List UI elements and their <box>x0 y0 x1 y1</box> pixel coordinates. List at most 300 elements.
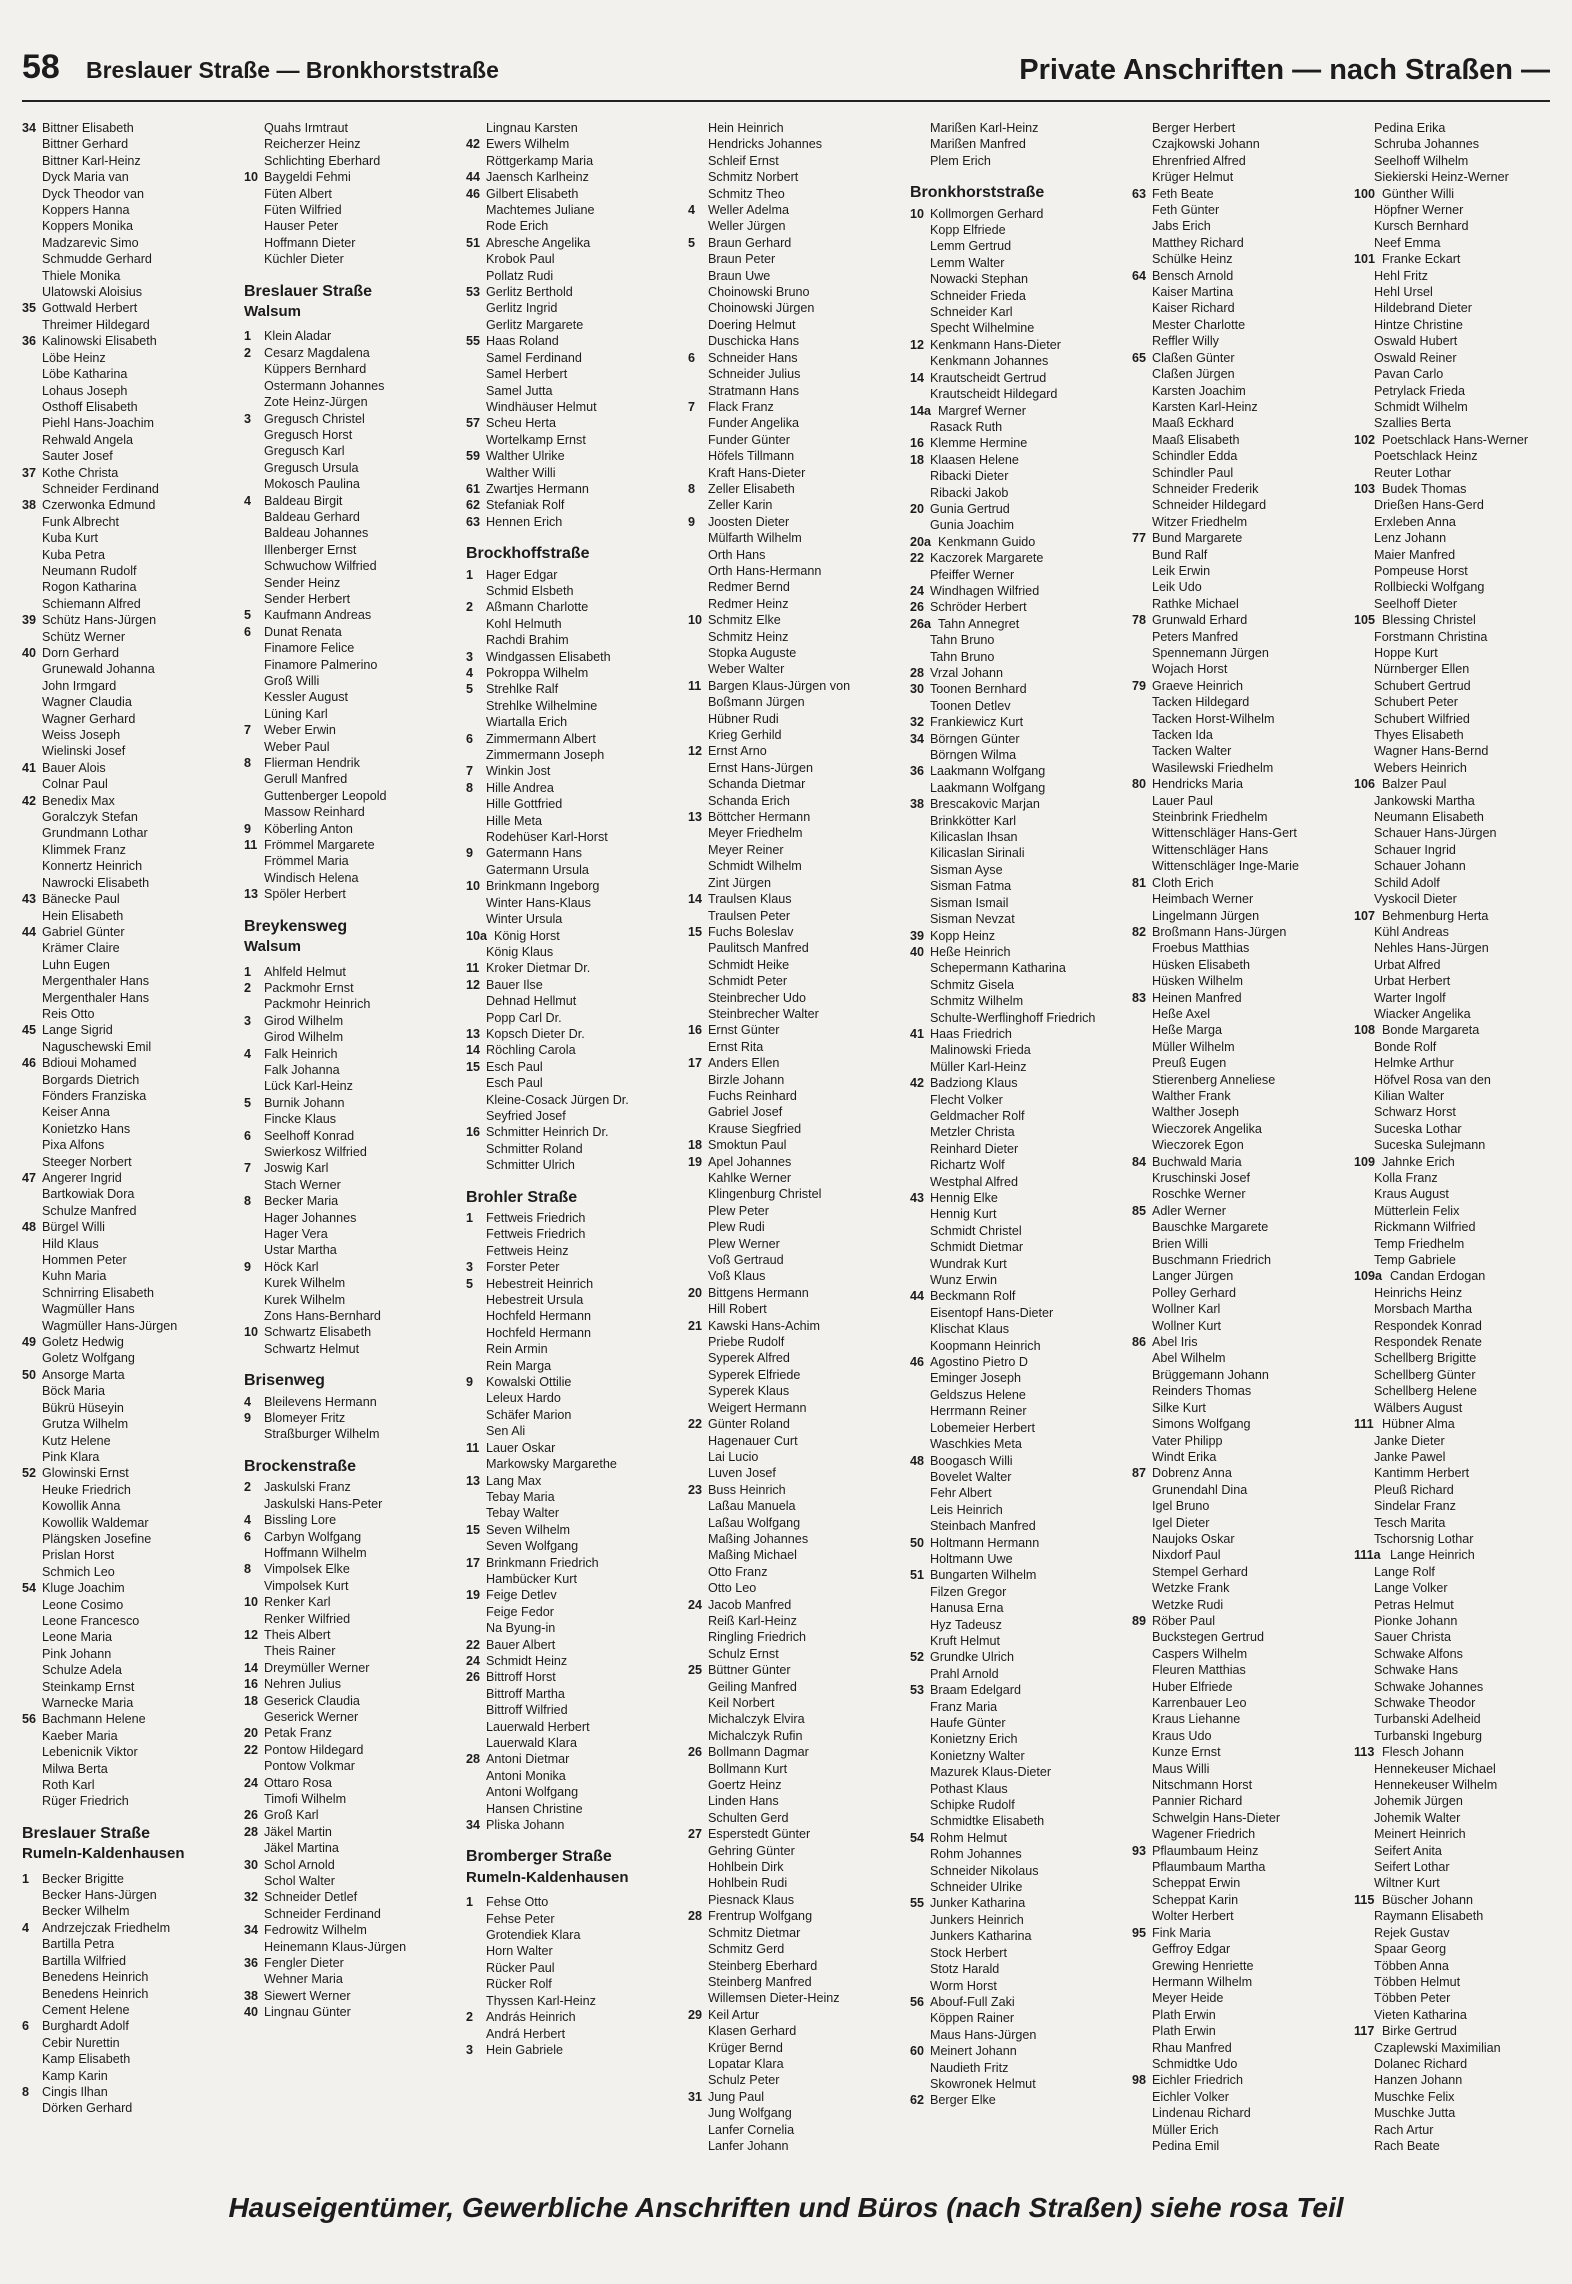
resident-name: Hyz Tadeusz <box>930 1617 1002 1632</box>
column-3 <box>466 120 676 2058</box>
resident-entry <box>910 1469 1120 1485</box>
resident-name: Baldeau Gerhard <box>264 509 360 524</box>
resident-entry <box>1354 218 1554 234</box>
resident-entry <box>1354 366 1554 382</box>
resident-entry <box>244 1111 454 1127</box>
resident-name: Klemme Hermine <box>930 436 1028 451</box>
resident-name: Spaar Georg <box>1374 1942 1447 1957</box>
resident-name: Pflaumbaum Martha <box>1152 1860 1266 1875</box>
resident-entry <box>910 731 1120 747</box>
resident-entry <box>22 1597 232 1613</box>
resident-name: Weber Walter <box>708 662 785 677</box>
resident-name: Ustar Martha <box>264 1243 337 1258</box>
house-number: 34 <box>466 1818 481 1833</box>
resident-name: Claßen Jürgen <box>1152 367 1235 382</box>
resident-name: Kraft Hans-Dieter <box>708 465 806 480</box>
resident-name: Simons Wolfgang <box>1152 1417 1251 1432</box>
resident-entry <box>244 186 454 202</box>
resident-entry <box>1354 1974 1554 1990</box>
resident-name: Kruft Helmut <box>930 1633 1000 1648</box>
resident-name: Ernst Arno <box>708 744 767 759</box>
resident-name: Feth Beate <box>1152 186 1214 201</box>
resident-entry <box>1354 809 1554 825</box>
resident-entry <box>688 596 898 612</box>
resident-entry <box>910 1387 1120 1403</box>
resident-name: Antoni Wolfgang <box>486 1785 579 1800</box>
resident-name: Schröder Herbert <box>930 600 1027 615</box>
resident-name: Janke Pawel <box>1374 1449 1446 1464</box>
resident-name: Turbanski Adelheid <box>1374 1712 1481 1727</box>
resident-entry <box>910 1256 1120 1272</box>
resident-name: Lauerwald Herbert <box>486 1719 590 1734</box>
resident-entry <box>244 1594 454 1610</box>
resident-entry <box>1132 136 1342 152</box>
resident-name: Bittroff Martha <box>486 1686 565 1701</box>
resident-entry <box>244 1742 454 1758</box>
resident-entry <box>22 120 232 136</box>
resident-name: Rodehüser Karl-Horst <box>486 830 608 845</box>
resident-name: Pedina Erika <box>1374 121 1446 135</box>
resident-name: Schellberg Brigitte <box>1374 1351 1477 1366</box>
resident-name: Köberling Anton <box>264 821 353 836</box>
resident-name: Feige Detlev <box>486 1588 557 1603</box>
resident-name: Klein Aladar <box>264 329 332 344</box>
resident-name: Schneider Hans <box>708 350 798 365</box>
resident-name: Brinkmann Ingeborg <box>486 879 600 894</box>
resident-entry <box>910 665 1120 681</box>
resident-name: Laakmann Wolfgang <box>930 780 1046 795</box>
resident-name: Markowsky Margarethe <box>486 1457 617 1472</box>
resident-name: Pink Klara <box>42 1449 100 1464</box>
resident-name: Grundke Ulrich <box>930 1650 1014 1665</box>
resident-entry <box>1132 1301 1342 1317</box>
resident-name: Siewert Werner <box>264 1988 351 2003</box>
resident-name: Hein Gabriele <box>486 2042 564 2057</box>
resident-entry <box>910 1879 1120 1895</box>
resident-entry <box>1132 661 1342 677</box>
resident-name: Krämer Claire <box>42 941 120 956</box>
house-number: 14 <box>910 370 925 385</box>
resident-entry <box>466 1374 676 1390</box>
resident-entry <box>688 1777 898 1793</box>
resident-entry <box>1354 1695 1554 1711</box>
resident-entry <box>22 940 232 956</box>
resident-name: Fönders Franziska <box>42 1088 147 1103</box>
resident-entry <box>22 1055 232 1071</box>
resident-entry <box>244 1889 454 1905</box>
resident-name: Lauer Paul <box>1152 793 1213 808</box>
resident-entry <box>688 1137 898 1153</box>
resident-entry <box>910 255 1120 271</box>
resident-name: Kuba Kurt <box>42 531 99 546</box>
resident-entry <box>688 1236 898 1252</box>
resident-entry <box>22 1613 232 1629</box>
resident-entry <box>1132 1859 1342 1875</box>
house-number: 28 <box>244 1824 259 1839</box>
resident-name: Wittenschläger Hans-Gert <box>1152 826 1297 841</box>
resident-entry <box>1132 350 1342 366</box>
district-heading: Walsum <box>244 303 301 321</box>
resident-name: Gabriel Josef <box>708 1105 783 1120</box>
house-number: 31 <box>688 2089 703 2104</box>
resident-entry <box>1132 1449 1342 1465</box>
resident-name: Schulz Ernst <box>708 1646 779 1661</box>
resident-name: Schmitz Heinz <box>708 629 789 644</box>
house-number: 6 <box>22 2019 30 2034</box>
resident-entry <box>1354 415 1554 431</box>
resident-entry <box>1354 1711 1554 1727</box>
resident-entry <box>22 1072 232 1088</box>
resident-name: Gerlitz Berthold <box>486 285 573 300</box>
resident-name: Kaiser Richard <box>1152 301 1235 316</box>
resident-entry <box>688 1580 898 1596</box>
resident-name: Höck Karl <box>264 1259 319 1274</box>
resident-entry <box>244 607 454 623</box>
resident-name: Schütz Hans-Jürgen <box>42 613 157 628</box>
resident-name: Filzen Gregor <box>930 1584 1007 1599</box>
resident-name: Temp Friedhelm <box>1374 1236 1465 1251</box>
resident-entry <box>1354 1072 1554 1088</box>
resident-name: Vieten Katharina <box>1374 2007 1467 2022</box>
house-number: 20a <box>910 534 932 549</box>
house-number: 36 <box>22 334 37 349</box>
resident-name: Stempel Gerhard <box>1152 1564 1248 1579</box>
street-heading: Brohler Straße <box>466 1188 578 1206</box>
resident-name: Steinberg Eberhard <box>708 1958 818 1973</box>
resident-name: Dunat Renata <box>264 624 342 639</box>
resident-entry <box>688 448 898 464</box>
resident-name: Bittroff Horst <box>486 1670 556 1685</box>
resident-name: Karsten Karl-Heinz <box>1152 399 1258 414</box>
resident-entry <box>1354 432 1554 448</box>
house-number: 1 <box>466 1895 474 1910</box>
resident-name: Wundrak Kurt <box>930 1256 1007 1271</box>
resident-name: Bauer Ilse <box>486 977 543 992</box>
resident-name: Schülke Heinz <box>1152 252 1233 267</box>
resident-name: Marißen Karl-Heinz <box>930 121 1039 135</box>
resident-name: Turbanski Ingeburg <box>1374 1728 1483 1743</box>
resident-name: Schauer Hans-Jürgen <box>1374 826 1497 841</box>
resident-entry <box>688 481 898 497</box>
resident-entry <box>1132 793 1342 809</box>
resident-name: Hille Meta <box>486 813 542 828</box>
resident-name: Syperek Klaus <box>708 1384 790 1399</box>
column-2 <box>244 120 454 2021</box>
resident-name: Hein Heinrich <box>708 121 784 135</box>
resident-name: Samel Jutta <box>486 383 553 398</box>
house-number: 9 <box>244 1259 252 1274</box>
resident-entry <box>1132 1826 1342 1842</box>
resident-name: Behmenburg Herta <box>1382 908 1489 923</box>
resident-entry <box>910 1567 1120 1583</box>
resident-entry <box>1132 579 1342 595</box>
resident-name: Straßburger Wilhelm <box>264 1427 380 1442</box>
resident-entry <box>1132 1728 1342 1744</box>
resident-entry <box>1354 579 1554 595</box>
resident-entry <box>688 1547 898 1563</box>
house-number: 10a <box>466 928 488 943</box>
resident-entry <box>910 238 1120 254</box>
resident-entry <box>1354 1679 1554 1695</box>
resident-name: Jaskulski Hans-Peter <box>264 1496 383 1511</box>
resident-entry <box>688 1908 898 1924</box>
resident-entry <box>22 514 232 530</box>
resident-name: Renker Wilfried <box>264 1611 351 1626</box>
resident-name: Lingnau Karsten <box>486 121 578 135</box>
resident-name: Mülfarth Wilhelm <box>708 531 802 546</box>
resident-name: Bittner Karl-Heinz <box>42 153 141 168</box>
resident-name: Scheppat Erwin <box>1152 1876 1241 1891</box>
resident-entry <box>1354 169 1554 185</box>
resident-name: Steeger Norbert <box>42 1154 132 1169</box>
resident-name: Schulz Peter <box>708 2073 780 2088</box>
resident-name: Kaufmann Andreas <box>264 608 372 623</box>
resident-name: Sisman Fatma <box>930 879 1012 894</box>
resident-entry <box>688 1843 898 1859</box>
resident-entry <box>22 415 232 431</box>
resident-entry <box>688 2007 898 2023</box>
resident-entry <box>244 427 454 443</box>
house-number: 19 <box>466 1588 481 1603</box>
resident-name: Andrzejczak Friedhelm <box>42 1920 171 1935</box>
resident-entry <box>1132 678 1342 694</box>
resident-name: Heße Axel <box>1152 1006 1211 1021</box>
resident-entry <box>910 714 1120 730</box>
house-number: 4 <box>688 203 696 218</box>
house-number: 86 <box>1132 1335 1147 1350</box>
resident-name: Forster Peter <box>486 1260 560 1275</box>
resident-entry <box>688 1613 898 1629</box>
resident-entry <box>910 1223 1120 1239</box>
house-number: 51 <box>910 1568 925 1583</box>
resident-name: Schmitz Theo <box>708 186 785 201</box>
resident-entry <box>1132 1843 1342 1859</box>
resident-name: Igel Dieter <box>1152 1515 1210 1530</box>
resident-name: Steinbrecher Udo <box>708 990 807 1005</box>
house-number: 46 <box>466 186 481 201</box>
resident-entry <box>910 780 1120 796</box>
resident-name: Schulze Manfred <box>42 1203 137 1218</box>
resident-name: Brescakovic Marjan <box>930 797 1040 812</box>
street-heading: Brisenweg <box>244 1372 325 1390</box>
resident-entry <box>22 1793 232 1809</box>
resident-entry <box>910 1010 1120 1026</box>
resident-name: Schubert Gertrud <box>1374 678 1471 693</box>
resident-name: Gunia Gertrud <box>930 501 1010 516</box>
resident-name: Nehren Julius <box>264 1677 342 1692</box>
resident-name: Respondek Konrad <box>1374 1318 1482 1333</box>
resident-entry <box>1354 497 1554 513</box>
resident-entry <box>1132 1908 1342 1924</box>
resident-name: Löbe Katharina <box>42 367 128 382</box>
resident-name: Schneider Karl <box>930 305 1013 320</box>
resident-entry <box>688 1285 898 1301</box>
resident-name: Günter Roland <box>708 1417 790 1432</box>
resident-name: Duschicka Hans <box>708 334 799 349</box>
resident-entry <box>244 1775 454 1791</box>
resident-entry <box>22 1416 232 1432</box>
resident-entry <box>244 411 454 427</box>
resident-name: Gehring Günter <box>708 1843 795 1858</box>
house-number: 32 <box>244 1890 259 1905</box>
resident-entry <box>688 1941 898 1957</box>
resident-entry <box>1132 875 1342 891</box>
resident-name: Hehl Fritz <box>1374 268 1428 283</box>
resident-name: Geserick Werner <box>264 1709 359 1724</box>
resident-entry <box>1132 547 1342 563</box>
resident-entry <box>1354 1039 1554 1055</box>
resident-name: Falk Johanna <box>264 1062 340 1077</box>
resident-name: Spennemann Jürgen <box>1152 646 1269 660</box>
resident-name: Bleilevens Hermann <box>264 1394 377 1409</box>
street-heading: Brockenstraße <box>244 1457 357 1475</box>
resident-name: Nowacki Stephan <box>930 272 1029 287</box>
resident-name: Braun Uwe <box>708 268 771 283</box>
resident-entry <box>688 629 898 645</box>
house-number: 10 <box>688 613 703 628</box>
resident-name: Bonde Rolf <box>1374 1039 1437 1054</box>
resident-name: Antoni Monika <box>486 1768 566 1783</box>
resident-name: Swierkosz Wilfried <box>264 1144 367 1159</box>
resident-name: Schneider Ferdinand <box>264 1906 381 1921</box>
house-number: 30 <box>910 682 925 697</box>
resident-entry <box>688 1252 898 1268</box>
resident-entry <box>1354 136 1554 152</box>
district-heading: Rumeln-Kaldenhausen <box>22 1845 185 1863</box>
resident-name: Wagner Gerhard <box>42 711 136 726</box>
resident-name: Tahn Bruno <box>930 633 995 648</box>
resident-name: Pontow Hildegard <box>264 1742 364 1757</box>
resident-entry <box>22 1006 232 1022</box>
resident-entry <box>1354 1908 1554 1924</box>
resident-entry <box>910 862 1120 878</box>
resident-name: Rüger Friedrich <box>42 1794 129 1809</box>
resident-name: Lai Lucio <box>708 1449 759 1464</box>
resident-name: Kopp Elfriede <box>930 223 1006 238</box>
resident-entry <box>910 550 1120 566</box>
resident-name: Piesnack Klaus <box>708 1892 795 1907</box>
resident-name: Schwake Johannes <box>1374 1679 1484 1694</box>
resident-entry <box>22 596 232 612</box>
resident-entry <box>688 120 898 136</box>
resident-name: Rejek Gustav <box>1374 1925 1450 1940</box>
resident-entry <box>22 153 232 169</box>
resident-name: Boßmann Jürgen <box>708 695 805 710</box>
resident-entry <box>244 1394 454 1410</box>
resident-entry <box>910 928 1120 944</box>
resident-name: Gerlitz Ingrid <box>486 301 558 316</box>
resident-name: Hoffmann Dieter <box>264 235 356 250</box>
house-number: 98 <box>1132 2073 1147 2088</box>
resident-entry <box>1132 284 1342 300</box>
house-number: 2 <box>244 980 252 995</box>
resident-entry <box>244 640 454 656</box>
resident-name: Polley Gerhard <box>1152 1285 1236 1300</box>
resident-entry <box>910 1206 1120 1222</box>
resident-name: Hager Edgar <box>486 567 558 582</box>
resident-name: Bartkowiak Dora <box>42 1187 135 1202</box>
resident-name: Günther Willi <box>1382 186 1455 201</box>
resident-name: Scheu Herta <box>486 416 557 431</box>
resident-entry <box>1132 1761 1342 1777</box>
resident-entry <box>1354 1137 1554 1153</box>
house-number: 13 <box>244 887 259 902</box>
resident-name: Grutza Wilhelm <box>42 1417 129 1432</box>
column-6 <box>1132 120 1342 2154</box>
house-number: 109 <box>1354 1154 1376 1169</box>
resident-name: Fuchs Boleslav <box>708 924 794 939</box>
resident-name: Bund Margarete <box>1152 531 1243 546</box>
resident-entry <box>466 136 676 152</box>
resident-name: Küchler Dieter <box>264 252 344 267</box>
resident-entry <box>466 714 676 730</box>
resident-entry <box>244 837 454 853</box>
resident-name: Schepermann Katharina <box>930 961 1066 976</box>
resident-name: Köppen Rainer <box>930 2011 1015 2026</box>
resident-name: Keil Norbert <box>708 1696 775 1710</box>
resident-name: Bittgens Hermann <box>708 1285 809 1300</box>
resident-name: Bauer Albert <box>486 1637 556 1652</box>
resident-name: Bükrü Hüseyin <box>42 1400 124 1415</box>
resident-entry <box>688 2040 898 2056</box>
house-number: 8 <box>244 756 252 771</box>
resident-name: Gerull Manfred <box>264 772 348 787</box>
resident-entry <box>1354 1777 1554 1793</box>
resident-entry <box>1354 1186 1554 1202</box>
resident-entry <box>910 616 1120 632</box>
resident-entry <box>466 1358 676 1374</box>
resident-name: Dörken Gerhard <box>42 2101 133 2116</box>
resident-entry <box>910 1764 1120 1780</box>
resident-entry <box>1132 1072 1342 1088</box>
resident-entry <box>1132 2105 1342 2121</box>
resident-name: Fleuren Matthias <box>1152 1663 1246 1678</box>
resident-name: Naudieth Fritz <box>930 2060 1009 2075</box>
resident-entry <box>1132 825 1342 841</box>
resident-name: Ribacki Jakob <box>930 485 1009 500</box>
house-number: 8 <box>466 780 474 795</box>
resident-name: Becker Hans-Jürgen <box>42 1888 157 1903</box>
resident-entry <box>688 1433 898 1449</box>
resident-entry <box>466 862 676 878</box>
resident-entry <box>1132 1350 1342 1366</box>
resident-name: Seifert Anita <box>1374 1843 1442 1858</box>
resident-entry <box>910 1436 1120 1452</box>
resident-entry <box>244 1676 454 1692</box>
resident-entry <box>244 964 454 980</box>
house-number: 30 <box>244 1857 259 1872</box>
resident-name: Schwake Hans <box>1374 1663 1458 1678</box>
resident-entry <box>22 1433 232 1449</box>
house-number: 65 <box>1132 350 1147 365</box>
house-number: 55 <box>910 1896 925 1911</box>
resident-entry <box>1132 1482 1342 1498</box>
resident-entry <box>688 136 898 152</box>
resident-name: Lopatar Klara <box>708 2056 784 2071</box>
resident-name: Voß Gertraud <box>708 1253 784 1268</box>
resident-entry <box>910 1190 1120 1206</box>
resident-entry <box>1132 924 1342 940</box>
house-number: 64 <box>1132 268 1147 283</box>
resident-name: Zons Hans-Bernhard <box>264 1309 381 1324</box>
resident-name: Dolanec Richard <box>1374 2056 1468 2071</box>
house-number: 7 <box>466 764 474 779</box>
resident-entry <box>466 1719 676 1735</box>
house-number: 53 <box>910 1683 925 1698</box>
resident-name: Smoktun Paul <box>708 1138 787 1153</box>
house-number: 15 <box>466 1059 481 1074</box>
resident-name: Blomeyer Fritz <box>264 1411 346 1426</box>
